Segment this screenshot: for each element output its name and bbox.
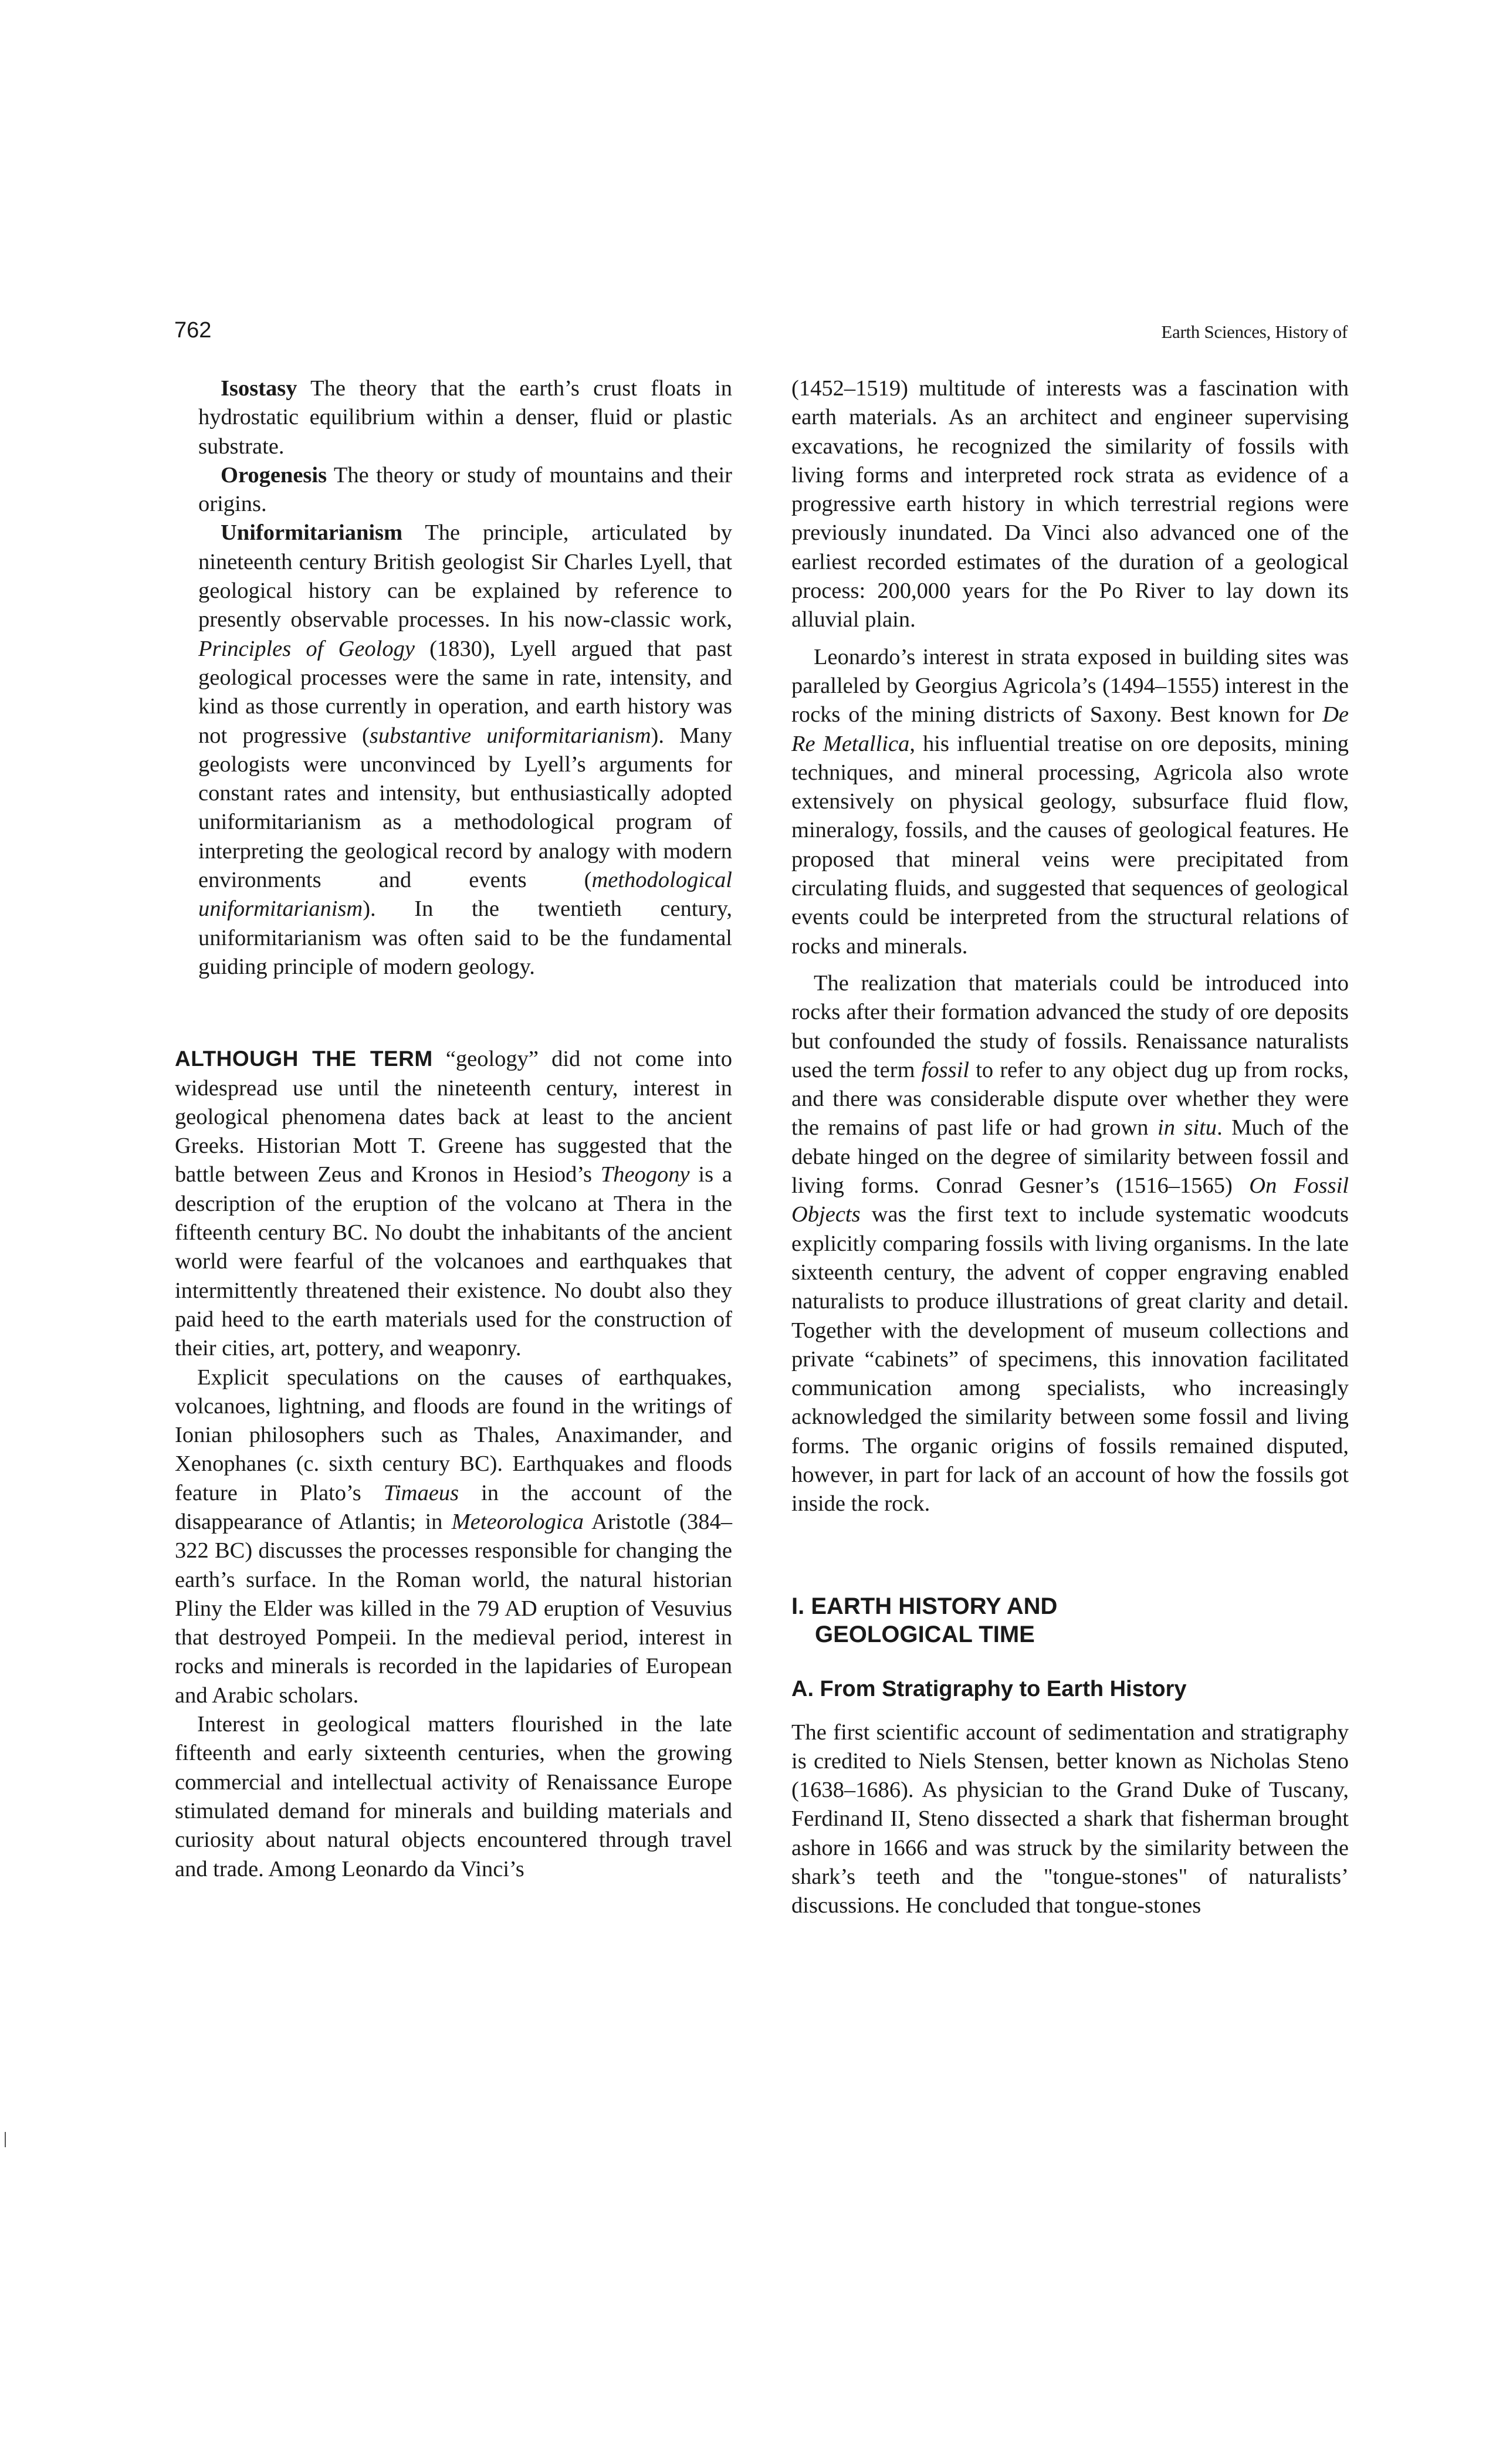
glossary-definition-text: ). Many geologists were unconvinced by Lyell’s arguments for constant rates and intensity, but enthusiastically adopted uniformitarianism as a methodological program of interpreting the geological record by analogy with modern environments and events ( [198, 723, 732, 893]
body-text: Aristotle (384–322 BC) discusses the processes responsible for changing the earth’s surface. In the Roman world, the natural historian Pliny the Elder was killed in the 79 AD eruption of Vesuvius that destroyed Pompeii. In the medieval period, interest in rocks and minerals is recorded in the lapidaries of European and Arabic scholars. [175, 1509, 732, 1708]
body-text: The realization that materials could be introduced into rocks after their formation advanced the study of ore deposits but confounded the study of fossils. Renaissance naturalists used the term [791, 970, 1349, 1082]
intro-paragraph-4 [791, 643, 1349, 961]
intro-paragraph-5 [791, 969, 1349, 1519]
body-text: to refer to any object dug up from rocks, and there was considerable dispute over whether they were the remains of past life or had grown [791, 1057, 1349, 1140]
title-timaeus: Timaeus [383, 1480, 459, 1505]
title-on-fossil-objects: On Fossil Objects [791, 1173, 1349, 1227]
body-text: is a description of the eruption of the volcano at Thera in the fifteenth century BC. No doubt the inhabitants of the ancient world were fearful of the volcanoes and earthquakes that intermittently threatened their existence. No doubt also they paid heed to the earth materials used for the construction of their cities, art, pottery, and weaponry. [175, 1162, 732, 1361]
intro-paragraph-2 [175, 1363, 732, 1711]
term-fossil: fossil [921, 1057, 970, 1082]
title-meteorologica: Meteorologica [451, 1509, 584, 1534]
subsection-heading: A. From Stratigraphy to Earth History [791, 1676, 1187, 1701]
intro-paragraph-3: Interest in geological matters flourished in the late fifteenth and early sixteenth centuries, when the growing commercial and intellectual activity of Renaissance Europe stimulated demand for minerals and building materials and curiosity about natural objects encountered through travel and trade. Among Leonardo da Vinci’s [175, 1712, 732, 1881]
glossary-definition-text: (1830), Lyell argued that past geological processes were the same in rate, intensity, and kind as those currently in operation, and earth history was not progressive ( [198, 636, 732, 748]
body-text: “geology” did not come into widespread use until the nineteenth century, interest in geological phenomena dates back at least to the ancient Greeks. Historian Mott T. Greene has suggested that the battle between Zeus and Kronos in Hesiod’s [175, 1047, 732, 1187]
body-text: was the first text to include systematic woodcuts explicitly comparing fossils with living organisms. In the late sixteenth century, the advent of copper engraving enabled naturalists to produce illustrations of great clarity and detail. Together with the development of museum collections and private “cabinets” of specimens, this innovation facilitated communication among specialists, who increasingly acknowledged the similarity between some fossil and living forms. The organic origins of fossils remained disputed, however, in part for lack of an account of how the fossils got inside the rock. [791, 1202, 1349, 1517]
right-column [791, 374, 1349, 1921]
glossary-entry-isostasy [175, 374, 732, 461]
emphasis-substantive: substantive uniformitarianism [369, 723, 651, 748]
glossary-definition: The theory that the earth’s crust floats in hydrostatic equilibrium within a denser, fluid or plastic substrate. [198, 376, 732, 459]
title-theogony: Theogony [600, 1162, 690, 1187]
title-de-re-metallica: De Re Metallica [791, 702, 1349, 756]
glossary-definition: The theory or study of mountains and their origins. [198, 462, 732, 517]
intro-paragraph-1 [175, 1044, 732, 1363]
body-text: , his influential treatise on ore deposits, mining techniques, and mineral processing, Agricola also wrote extensively on physical geology, subsurface fluid flow, mineralogy, fossils, and the causes of geological features. He proposed that mineral veins were precipitated from circulating fluids, and suggested that sequences of geological events could be interpreted from the structural relations of rocks and minerals. [791, 731, 1349, 959]
book-title-principles: Principles of Geology [198, 636, 415, 661]
section-heading [791, 1592, 1349, 1649]
section-heading-line-1: I. EARTH HISTORY AND [791, 1593, 1058, 1619]
running-head: Earth Sciences, History of [1161, 321, 1348, 342]
body-text: . Much of the debate hinged on the degree of similarity between fossil and living forms. Conrad Gesner’s (1516–1565) [791, 1115, 1349, 1199]
page-number: 762 [174, 318, 212, 343]
body-text: Explicit speculations on the causes of earthquakes, volcanoes, lightning, and floods are found in the writings of Ionian philosophers such as Thales, Anaximander, and Xenophanes (c. sixth century BC). Earthquakes and floods feature in Plato’s [175, 1365, 732, 1505]
glossary-definition-text: ). In the twentieth century, uniformitarianism was often said to be the fundamental guiding principle of modern geology. [198, 896, 732, 979]
emphasis-methodological: methodological uniformitarianism [198, 868, 732, 922]
body-text: Leonardo’s interest in strata exposed in building sites was paralleled by Georgius Agricola’s (1494–1555) interest in the rocks of the mining districts of Saxony. Best known for [791, 644, 1349, 727]
body-text: in the account of the disappearance of Atlantis; in [175, 1480, 732, 1534]
glossary-term: Orogenesis [221, 462, 327, 488]
glossary-term: Isostasy [221, 376, 297, 401]
glossary-term: Uniformitarianism [221, 520, 403, 546]
term-in-situ: in situ [1157, 1115, 1217, 1140]
intro-paragraph-3-continued: (1452–1519) multitude of interests was a fascination with earth materials. As an architect and engineer supervising excavations, he recognized the similarity of fossils with living forms and interpreted rock strata as evidence of a progressive earth history in which terrestrial regions were previously inundated. Da Vinci also advanced one of the earliest recorded estimates of the duration of a geological process: 200,000 years for the Po River to lay down its alluvial plain. [791, 376, 1349, 632]
lead-in: ALTHOUGH THE TERM [175, 1047, 433, 1071]
glossary-definition-text: The principle, articulated by nineteenth century British geologist Sir Charles Lyell, that geological history can be explained by reference to presently observable processes. In his now-classic work, [198, 520, 732, 632]
section-heading-line-2: GEOLOGICAL TIME [815, 1621, 1035, 1647]
section-1a-paragraph-1: The first scientific account of sedimentation and stratigraphy is credited to Niels Stensen, better known as Nicholas Steno (1638–1686). As physician to the Grand Duke of Tuscany, Ferdinand II, Steno dissected a shark that fisherman brought ashore in 1666 and was struck by the similarity between the shark’s teeth and the "tongue-stones" of naturalists’ discussions. He concluded that tongue-stones [791, 1720, 1349, 1918]
left-column [175, 374, 732, 1884]
margin-mark [5, 2132, 6, 2147]
glossary-entry-uniformitarianism [175, 519, 732, 981]
glossary-entry-orogenesis [175, 461, 732, 519]
